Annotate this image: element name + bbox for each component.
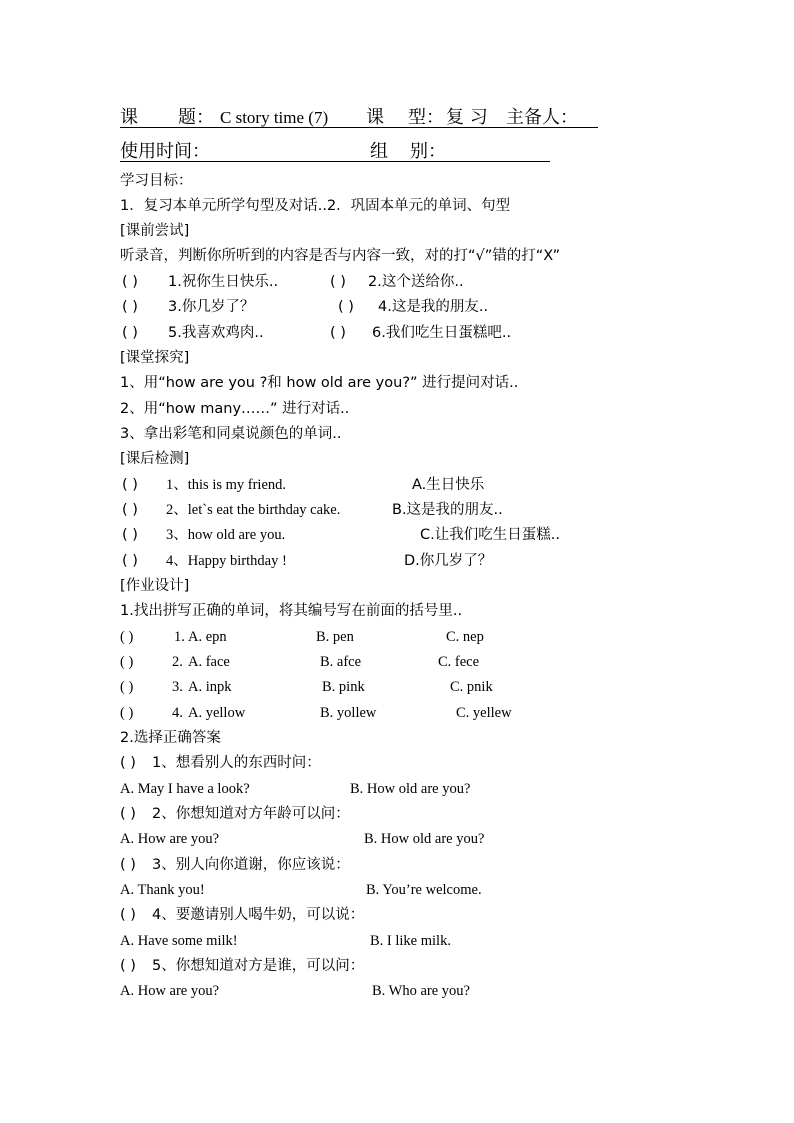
- lead-preparer-label: 主备人：: [506, 107, 578, 128]
- option-a: A. inpk: [188, 679, 232, 695]
- answer-paren: ( ): [120, 806, 136, 822]
- option-c: C. pnik: [450, 679, 493, 695]
- option-a: A. How are you?: [120, 831, 220, 847]
- answer-paren: ( ): [122, 274, 138, 290]
- option-b: B. yollew: [320, 705, 377, 721]
- header-ti: 题：: [178, 107, 214, 128]
- pre-class-item: 3.你几岁了？: [168, 299, 255, 315]
- answer-paren: ( ): [120, 629, 134, 645]
- pre-class-item: 5.我喜欢鸡肉..: [168, 325, 264, 341]
- spelling-instruction: 1.找出拼写正确的单词，将其编号写在前面的括号里..: [120, 603, 463, 619]
- choice-question-text: 3、别人向你道谢，你应该说：: [152, 857, 350, 873]
- header-lx-xing: 型：: [408, 107, 444, 128]
- group-zu: 组: [370, 141, 388, 162]
- group-bie: 别：: [410, 141, 446, 162]
- answer-paren: ( ): [122, 527, 138, 543]
- header-row2-underline: [120, 161, 550, 162]
- matching-question: 1、this is my friend.: [166, 477, 287, 493]
- option-b: B. How old are you?: [364, 831, 485, 847]
- goals-line: 1．复习本单元所学句型及对话..2．巩固本单元的单词、句型: [120, 198, 511, 214]
- pre-class-item: 1.祝你生日快乐..: [168, 274, 279, 290]
- answer-paren: ( ): [122, 477, 138, 493]
- matching-question: 2、let`s eat the birthday cake.: [166, 502, 341, 518]
- option-b: B. pen: [316, 629, 354, 645]
- option-b: B. You’re welcome.: [366, 882, 482, 898]
- question-number: 1.: [174, 629, 185, 645]
- option-a: A. Have some milk!: [120, 933, 238, 949]
- option-b: B. afce: [320, 654, 362, 670]
- answer-paren: ( ): [120, 857, 136, 873]
- in-class-item: 2、用“how many……” 进行对话..: [120, 401, 350, 417]
- answer-paren: ( ): [330, 325, 346, 341]
- matching-answer: C.让我们吃生日蛋糕..: [420, 527, 560, 543]
- question-number: 4.: [172, 705, 183, 721]
- option-b: B. I like milk.: [370, 933, 451, 949]
- choice-question-text: 1、想看别人的东西时问：: [152, 755, 321, 771]
- matching-answer: A.生日快乐: [412, 477, 485, 493]
- option-a: A. yellow: [188, 705, 246, 721]
- in-class-item: 3、拿出彩笔和同桌说颜色的单词..: [120, 426, 342, 442]
- goals-heading: 学习目标：: [120, 173, 193, 189]
- choice-instruction: 2.选择正确答案: [120, 730, 221, 746]
- option-a: A. How are you?: [120, 983, 220, 999]
- answer-paren: ( ): [120, 907, 136, 923]
- choice-question-text: 4、要邀请别人喝牛奶，可以说：: [152, 907, 365, 923]
- choice-question-text: 2、你想知道对方年龄可以问：: [152, 806, 350, 822]
- header-ke: 课: [120, 107, 138, 128]
- matching-answer: B.这是我的朋友..: [392, 502, 503, 518]
- option-c: C. fece: [438, 654, 480, 670]
- answer-paren: ( ): [120, 679, 134, 695]
- pre-class-item: 4.这是我的朋友..: [378, 299, 489, 315]
- option-b: B. pink: [322, 679, 365, 695]
- answer-paren: ( ): [120, 654, 134, 670]
- pre-class-heading: [课前尝试]: [120, 223, 190, 239]
- matching-question: 4、Happy birthday !: [166, 553, 287, 569]
- usage-time-label: 使用时间：: [120, 141, 210, 162]
- pre-class-instruction: 听录音，判断你所听到的内容是否与内容一致，对的打“√”错的打“X”: [120, 248, 561, 264]
- option-c: C. nep: [446, 629, 484, 645]
- option-a: A. May I have a look?: [120, 781, 250, 797]
- option-b: B. How old are you?: [350, 781, 471, 797]
- after-class-heading: [课后检测]: [120, 451, 190, 467]
- pre-class-item: 6.我们吃生日蛋糕吧..: [372, 325, 512, 341]
- answer-paren: ( ): [122, 299, 138, 315]
- option-a: A. face: [188, 654, 230, 670]
- answer-paren: ( ): [338, 299, 354, 315]
- pre-class-item: 2.这个送给你..: [368, 274, 464, 290]
- option-a: A. epn: [188, 629, 227, 645]
- answer-paren: ( ): [122, 502, 138, 518]
- in-class-item: 1、用“how are you ?和 how old are you?” 进行提问对话..: [120, 375, 519, 391]
- question-number: 2.: [172, 654, 183, 670]
- option-a: A. Thank you!: [120, 882, 205, 898]
- in-class-heading: [课堂探究]: [120, 350, 190, 366]
- choice-question-text: 5、你想知道对方是谁，可以问：: [152, 958, 365, 974]
- option-c: C. yellew: [456, 705, 512, 721]
- answer-paren: ( ): [122, 325, 138, 341]
- option-b: B. Who are you?: [372, 983, 470, 999]
- header-lx-ke: 课: [366, 107, 384, 128]
- matching-answer: D.你几岁了？: [404, 553, 493, 569]
- answer-paren: ( ): [120, 958, 136, 974]
- lesson-type: 复 习: [446, 107, 488, 128]
- matching-question: 3、how old are you.: [166, 527, 286, 543]
- answer-paren: ( ): [120, 755, 136, 771]
- answer-paren: ( ): [120, 705, 134, 721]
- header-row1-underline: [120, 127, 598, 128]
- answer-paren: ( ): [122, 553, 138, 569]
- answer-paren: ( ): [330, 274, 346, 290]
- lesson-topic: C story time (7): [220, 108, 329, 127]
- question-number: 3.: [172, 679, 183, 695]
- homework-heading: [作业设计]: [120, 578, 190, 594]
